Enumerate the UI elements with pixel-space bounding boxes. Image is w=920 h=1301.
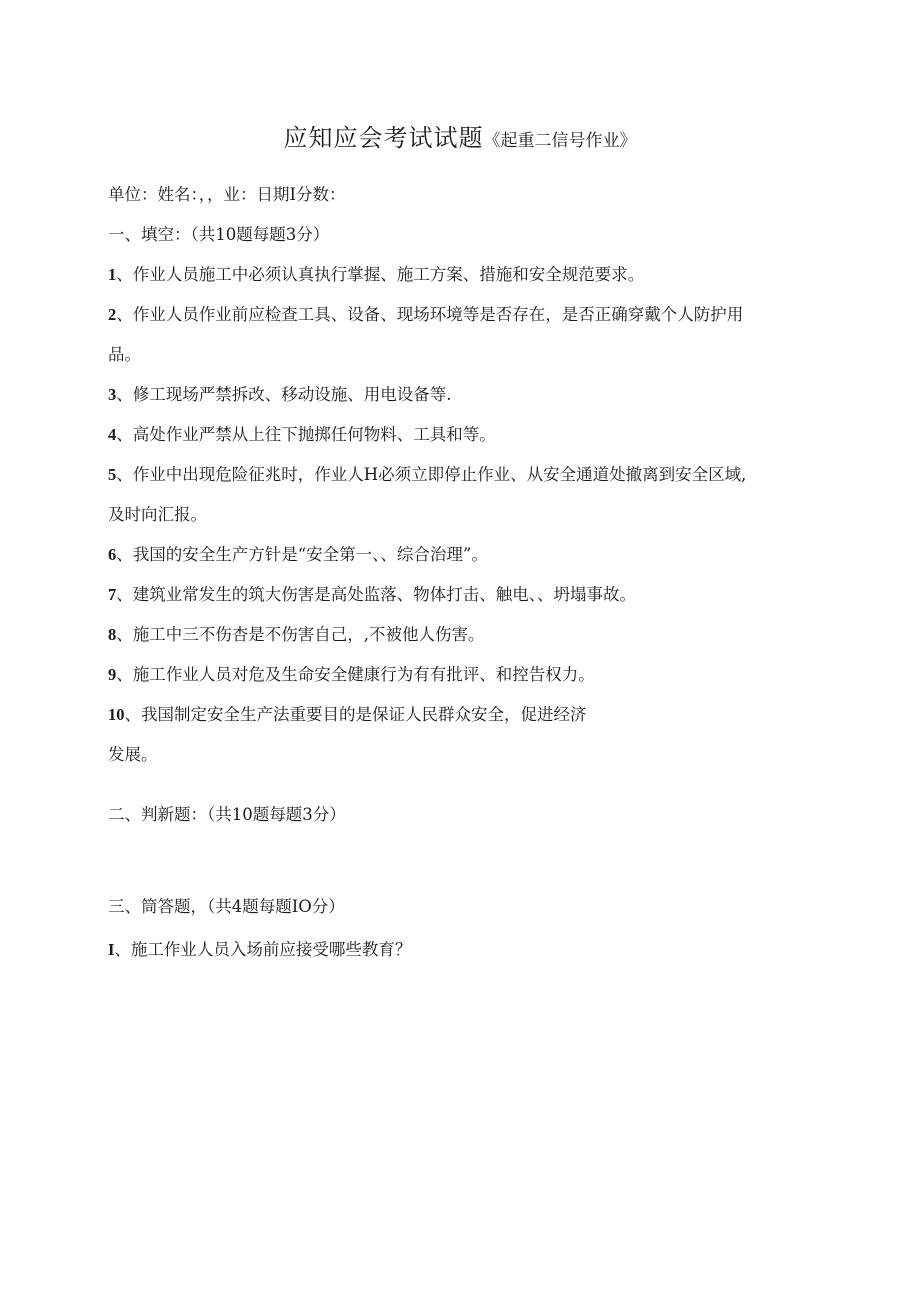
question-5 <box>108 464 746 486</box>
title-main: 应知应会考试试题 <box>283 124 484 152</box>
question-text: 、作业人员施工中必须认真执行掌握、施工方案、措施和安全规范要求。 <box>116 265 645 284</box>
question-number: 8 <box>108 625 117 644</box>
question-text: 、修工现场严禁拆改、移动设施、用电设备等. <box>116 385 452 404</box>
header-info-line: 单位：姓名：，，业：日期I分数： <box>108 185 346 204</box>
question-number: 2 <box>108 305 117 324</box>
question-10 <box>108 704 587 726</box>
question-text: 、施工作业人员入场前应接受哪些教育？ <box>114 940 412 959</box>
question-number: 6 <box>108 545 117 564</box>
question-text: 、施工中三不伤杏是不伤害自己，,不被他人伤害。 <box>116 625 485 644</box>
question-5-continuation: 及时向汇报。 <box>108 505 207 524</box>
question-9 <box>108 664 595 686</box>
question-text: 、建筑业常发生的筑大伤害是高处监落、物体打击、触电、、坍塌事故。 <box>116 585 636 604</box>
question-10-continuation: 发展。 <box>108 745 158 764</box>
question-8 <box>108 624 485 646</box>
question-number: 7 <box>108 585 117 604</box>
question-2-continuation: 品。 <box>108 345 141 364</box>
question-text: 、施工作业人员对危及生命安全健康行为有有批评、和控告权力。 <box>116 665 595 684</box>
question-number: 5 <box>108 465 117 484</box>
question-1 <box>108 264 644 286</box>
question-number: 1 <box>108 265 117 284</box>
question-4 <box>108 424 496 446</box>
question-text: 、我国的安全生产方针是“安全第一、、综合治理”。 <box>116 545 488 564</box>
short-answer-question-1 <box>108 939 411 961</box>
question-number: 4 <box>108 425 117 444</box>
question-number: 10 <box>108 705 125 724</box>
section1-heading: 一、填空：（共10题每题3分） <box>108 225 330 244</box>
exam-title <box>0 118 920 153</box>
question-text: 、作业人员作业前应检查工具、设备、现场环境等是否存在，是否正确穿戴个人防护用 <box>116 305 744 324</box>
question-text: 、我国制定安全生产法重要目的是保证人民群众安全，促进经济 <box>124 705 587 724</box>
question-6 <box>108 544 488 566</box>
question-number: 9 <box>108 665 117 684</box>
section2-heading: 二、判新题：（共10题每题3分） <box>108 805 346 824</box>
title-subtitle: 《起重二信号作业》 <box>483 131 637 151</box>
question-number: 3 <box>108 385 117 404</box>
question-3 <box>108 384 452 406</box>
question-2 <box>108 304 743 326</box>
question-text: 、高处作业严禁从上往下抛掷任何物料、工具和等。 <box>116 425 496 444</box>
question-text: 、作业中出现危险征兆时，作业人H必须立即停止作业、从安全通道处撤离到安全区域, <box>116 465 747 484</box>
section3-heading: 三、筒答题，（共4题每题IO分） <box>108 897 345 916</box>
question-7 <box>108 584 636 606</box>
question-number: I <box>108 940 115 959</box>
